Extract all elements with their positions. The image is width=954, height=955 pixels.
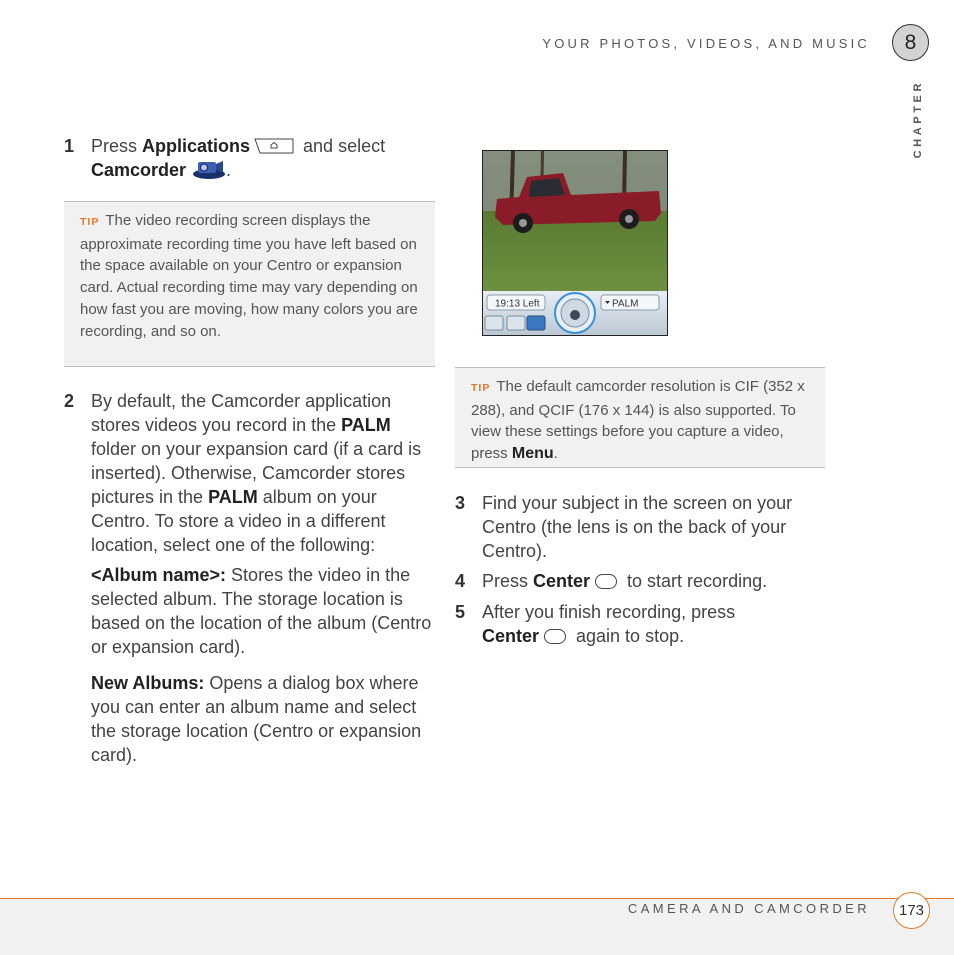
tip-box-resolution: TIP The default camcorder resolution is CIF (352 x 288), and QCIF (176 x 144) is also supported. To view these settings before you capture a video, press Menu.: [455, 367, 825, 468]
step-2: 2 By default, the Camcorder application stores videos you record in the PALM folder on your expansion card (if a card is inserted). Otherwise, Camcorder stores pictures in the PALM album on your Centro. To store a video in a different location, select one of the following: <Album name>: Stores the video in the selected album. The storage location is based on the location of the album (Centro or expansion card). New Albums: Opens a dialog box where you can enter an album name and select the storage location (Centro or expansion card).: [64, 389, 435, 767]
camcorder-screen-image: [482, 150, 668, 336]
step-number: 4: [455, 571, 466, 591]
page-number: 173: [893, 892, 930, 929]
running-footer: CAMERA AND CAMCORDER: [627, 901, 870, 916]
step-number: 3: [455, 493, 466, 513]
step-3: 3 Find your subject in the screen on your Centro (the lens is on the back of your Centro).: [455, 493, 793, 561]
tip-box-recording-time: TIP The video recording screen displays the approximate recording time you have left based on the space available on your Centro or expansion card. Actual recording time may vary depending on how fast you are moving, how many colors you are recording, and so on.: [64, 201, 435, 367]
album-selector-label: PALM: [612, 298, 639, 310]
step-5: 5 After you finish recording, press Center again to stop.: [455, 602, 736, 646]
chapter-label: CHAPTER: [912, 80, 924, 159]
option-new-albums: New Albums: Opens a dialog box where you can enter an album name and select the storage location (Centro or expansion card).: [91, 673, 422, 765]
step-number: 2: [64, 391, 75, 411]
applications-key-icon: [254, 138, 294, 154]
camcorder-icon: [192, 158, 226, 180]
step-4: 4 Press Center to start recording.: [455, 571, 768, 591]
option-album-name: <Album name>: Stores the video in the selected album. The storage location is based on the location of the album (Centro or expansion card).: [91, 565, 432, 657]
step-number: 1: [64, 136, 75, 156]
tip-label: TIP: [471, 382, 491, 394]
tip-label: TIP: [80, 216, 100, 228]
chapter-number-badge: 8: [892, 24, 929, 61]
camcorder-screen-illustration: [483, 151, 668, 336]
center-button-icon: [544, 629, 566, 644]
step-number: 5: [455, 602, 466, 622]
step-1: 1 Press Applications and select Camcorder .: [64, 136, 386, 180]
time-left-label: 19:13 Left: [495, 298, 540, 310]
running-header: YOUR PHOTOS, VIDEOS, AND MUSIC: [542, 36, 870, 51]
center-button-icon: [595, 574, 617, 589]
